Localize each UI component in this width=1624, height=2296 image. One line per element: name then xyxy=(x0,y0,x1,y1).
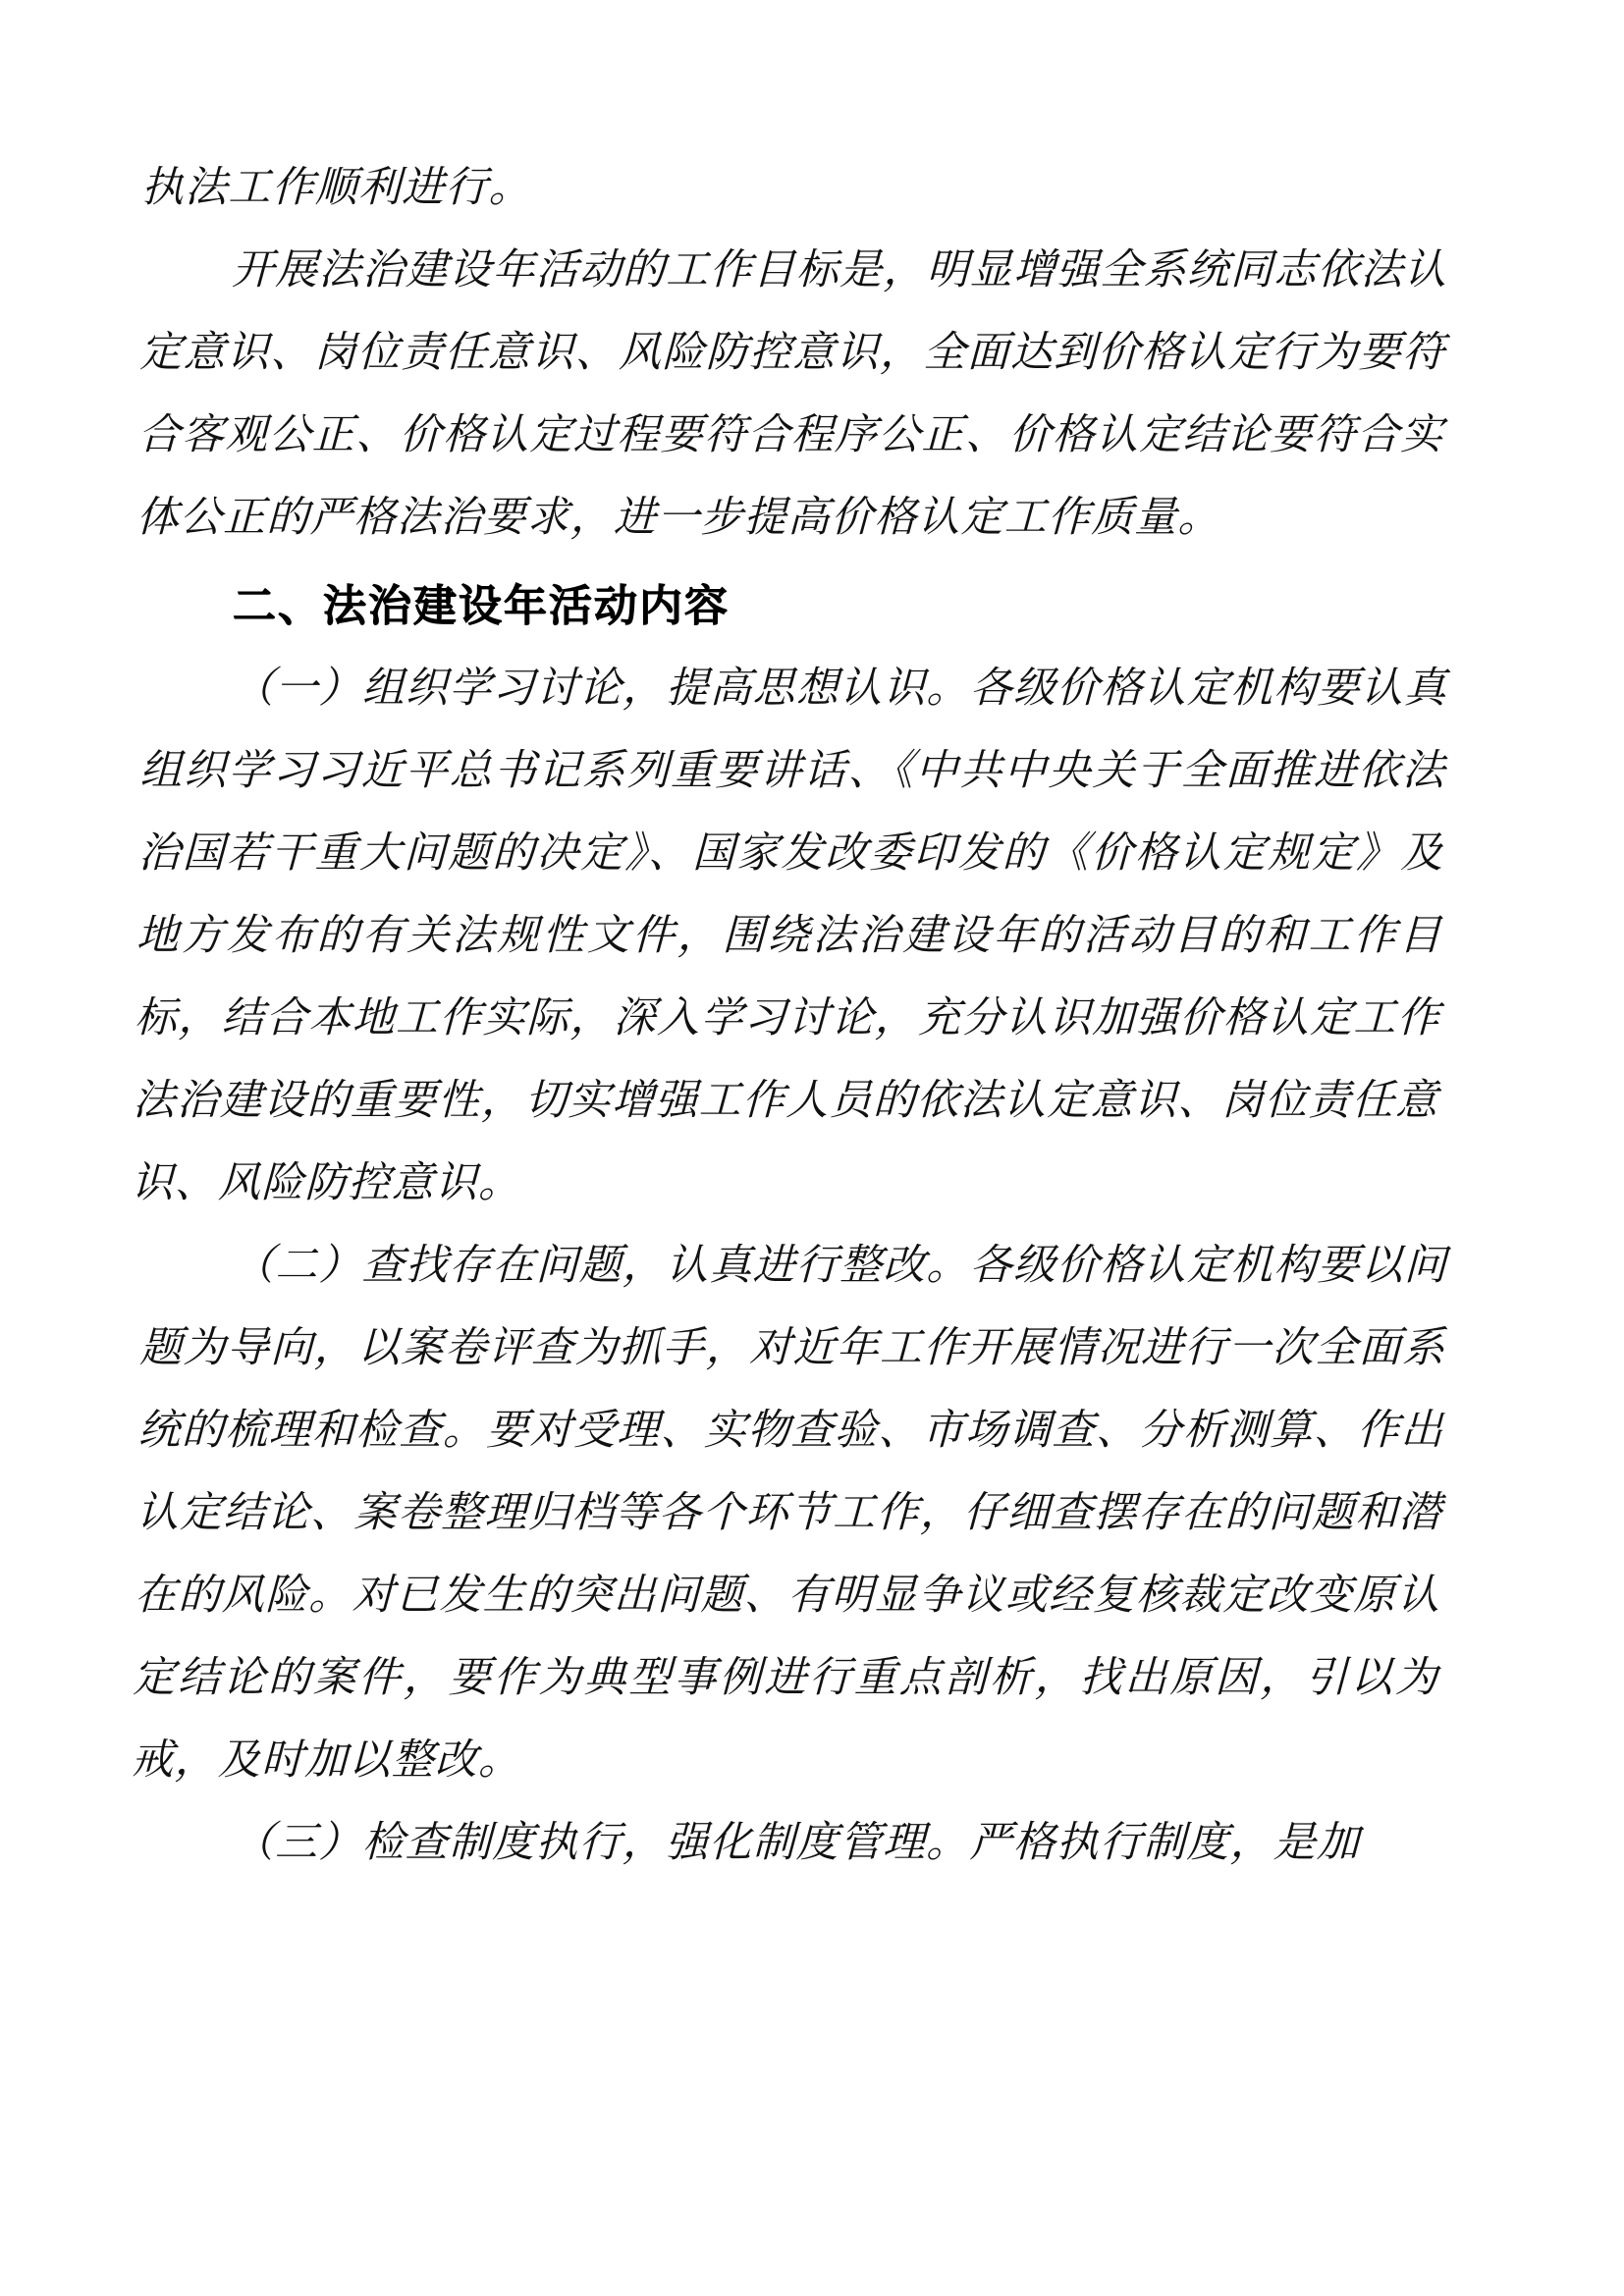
paragraph-item-two: （二）查找存在问题，认真进行整改。各级价格认定机构要以问题为导向，以案卷评查为抓手，对近年工作开展情况进行一次全面系统的梳理和检查。要对受理、实物查验、市场调查、分析测算、作出认定结论、案卷整理归档等各个环节工作，仔细查摆存在的问题和潜在的风险。对已发生的突出问题、有明显争议或经复核裁定改变原认定结论的案件，要作为典型事例进行重点剖析，找出原因，引以为戒，及时加以整改。 xyxy=(131,1243,1448,1784)
paragraph-item-three: （三）检查制度执行，强化制度管理。严格执行制度，是加 xyxy=(231,1820,1361,1866)
paragraph-work-objectives: 开展法治建设年活动的工作目标是，明显增强全系统同志依法认定意识、岗位责任意识、风险防控意识，全面达到价格认定行为要符合客观公正、价格认定过程要符合程序公正、价格认定结论要符合实体公正的严格法治要求，进一步提高价格认定工作质量。 xyxy=(135,247,1448,541)
section-heading-two: 二、法治建设年活动内容 xyxy=(233,582,730,630)
paragraph-item-one: （一）组织学习讨论，提高思想认识。各级价格认定机构要认真组织学习习近平总书记系列重要讲话、《中共中央关于全面推进依法治国若干重大问题的决定》、国家发改委印发的《价格认定规定》及地方发布的有关法规性文件，围绕法治建设年的活动目的和工作目标，结合本地工作实际，深入学习讨论，充分认识加强价格认定工作法治建设的重要性，切实增强工作人员的依法认定意识、岗位责任意识、风险防控意识。 xyxy=(131,666,1448,1206)
page-body-text-column xyxy=(131,147,1448,1885)
paragraph-continuation: 执法工作顺利进行。 xyxy=(140,165,533,211)
